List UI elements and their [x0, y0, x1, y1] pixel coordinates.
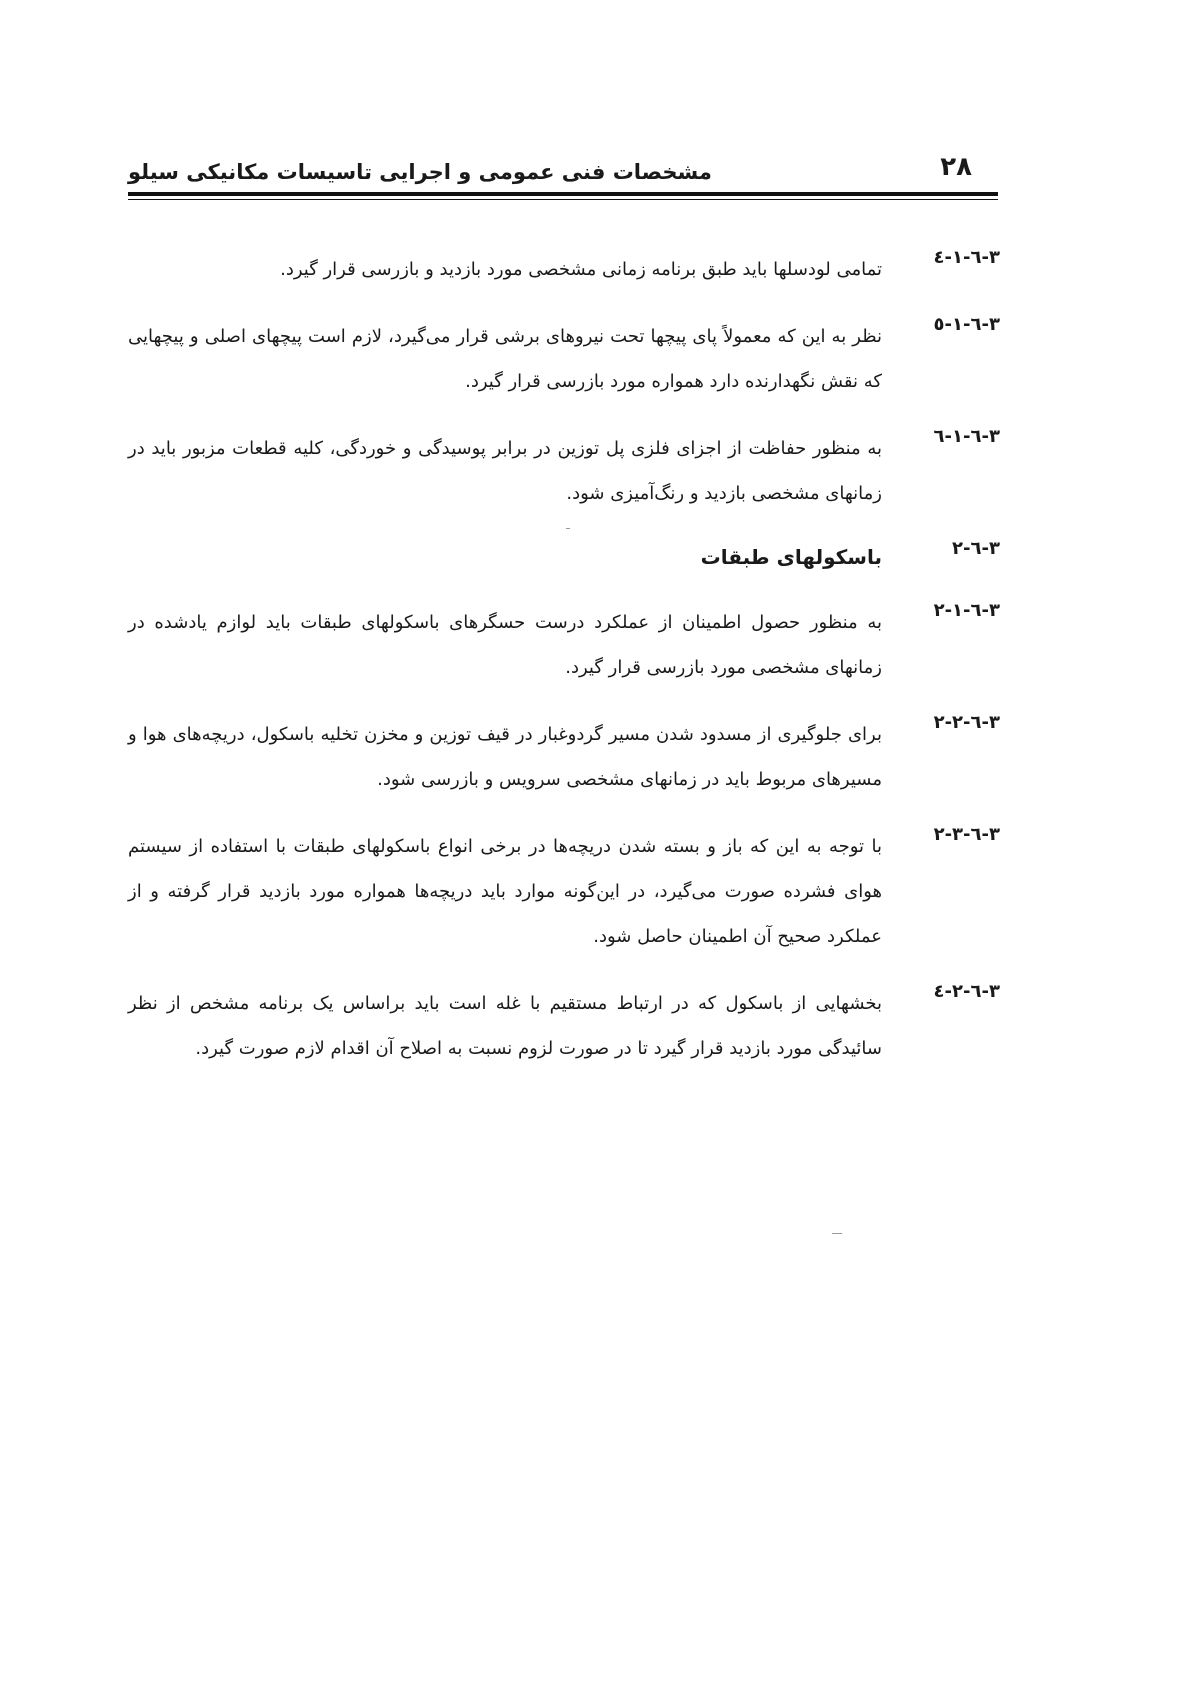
clause-3-6-2-1: [128, 600, 1000, 690]
clause-3-6-2-3: [128, 824, 1000, 959]
clause-text: بخشهایی از باسکول که در ارتباط مستقیم با غله است باید براساس یک برنامه مشخص از نظر سائیدگی مورد بازدید قرار گیرد تا در صورت لزوم نسبت به اصلاح آن اقدام لازم صورت گیرد.: [128, 993, 882, 1059]
running-title: مشخصات فنی عمومی و اجرایی تاسیسات مکانیکی سیلو: [128, 160, 712, 184]
page-body: [128, 247, 1000, 1093]
scan-mark: [832, 1233, 842, 1234]
clause-text: برای جلوگیری از مسدود شدن مسیر گردوغبار در قیف توزین و مخزن تخلیه باسکول، دریچه‌های هوا و مسیرهای مربوط باید در زمانهای مشخصی سرویس و بازرسی شود.: [128, 724, 882, 790]
section-number: ۳-٦-۲: [952, 538, 1000, 559]
clause-number: ۳-٦-۱-٦: [933, 426, 1000, 447]
header-rule-thin: [128, 199, 998, 200]
clause-3-6-2-4: [128, 981, 1000, 1071]
clause-number: ۳-٦-۲-۲: [933, 712, 1000, 733]
clause-number: ۳-٦-۲-۱: [933, 600, 1000, 621]
section-heading: [128, 538, 1000, 576]
clause-text: تمامی لودسلها باید طبق برنامه زمانی مشخصی مورد بازدید و بازرسی قرار گیرد.: [280, 259, 882, 280]
clause-number: ۳-٦-۲-۳: [933, 824, 1000, 845]
page-number: ۲۸: [940, 152, 972, 182]
header-rule-thick: [128, 192, 998, 196]
clause-number: ۳-٦-۲-٤: [933, 981, 1000, 1002]
clause-number: ۳-٦-۱-٥: [933, 314, 1000, 335]
clause-text: نظر به این که معمولاً پای پیچها تحت نیروهای برشی قرار می‌گیرد، لازم است پیچهای اصلی و پیچهایی که نقش نگهدارنده دارد همواره مورد بازرسی قرار گیرد.: [128, 326, 882, 392]
section-title: باسکولهای طبقات: [700, 545, 882, 569]
clause-text: به منظور حفاظت از اجزای فلزی پل توزین در برابر پوسیدگی و خوردگی، کلیه قطعات مزبور باید در زمانهای مشخصی بازدید و رنگ‌آمیزی شود.: [128, 438, 882, 504]
clause-3-6-1-6: [128, 426, 1000, 516]
clause-text: به منظور حصول اطمینان از عملکرد درست حسگرهای باسکولهای طبقات باید لوازم یادشده در زمانهای مشخصی مورد بازرسی قرار گیرد.: [128, 612, 882, 678]
clause-3-6-1-5: [128, 314, 1000, 404]
clause-3-6-2-2: [128, 712, 1000, 802]
page-header: [128, 150, 998, 190]
clause-3-6-1-4: [128, 247, 1000, 292]
clause-number: ۳-٦-۱-٤: [933, 247, 1000, 268]
scan-mark: [566, 528, 570, 529]
clause-text: با توجه به این که باز و بسته شدن دریچه‌ها در برخی انواع باسکولهای طبقات با استفاده از سیستم هوای فشرده صورت می‌گیرد، در این‌گونه موارد باید دریچه‌ها همواره مورد بازدید قرار گرفته و از عملکرد صحیح آن اطمینان حاصل شود.: [128, 836, 882, 947]
